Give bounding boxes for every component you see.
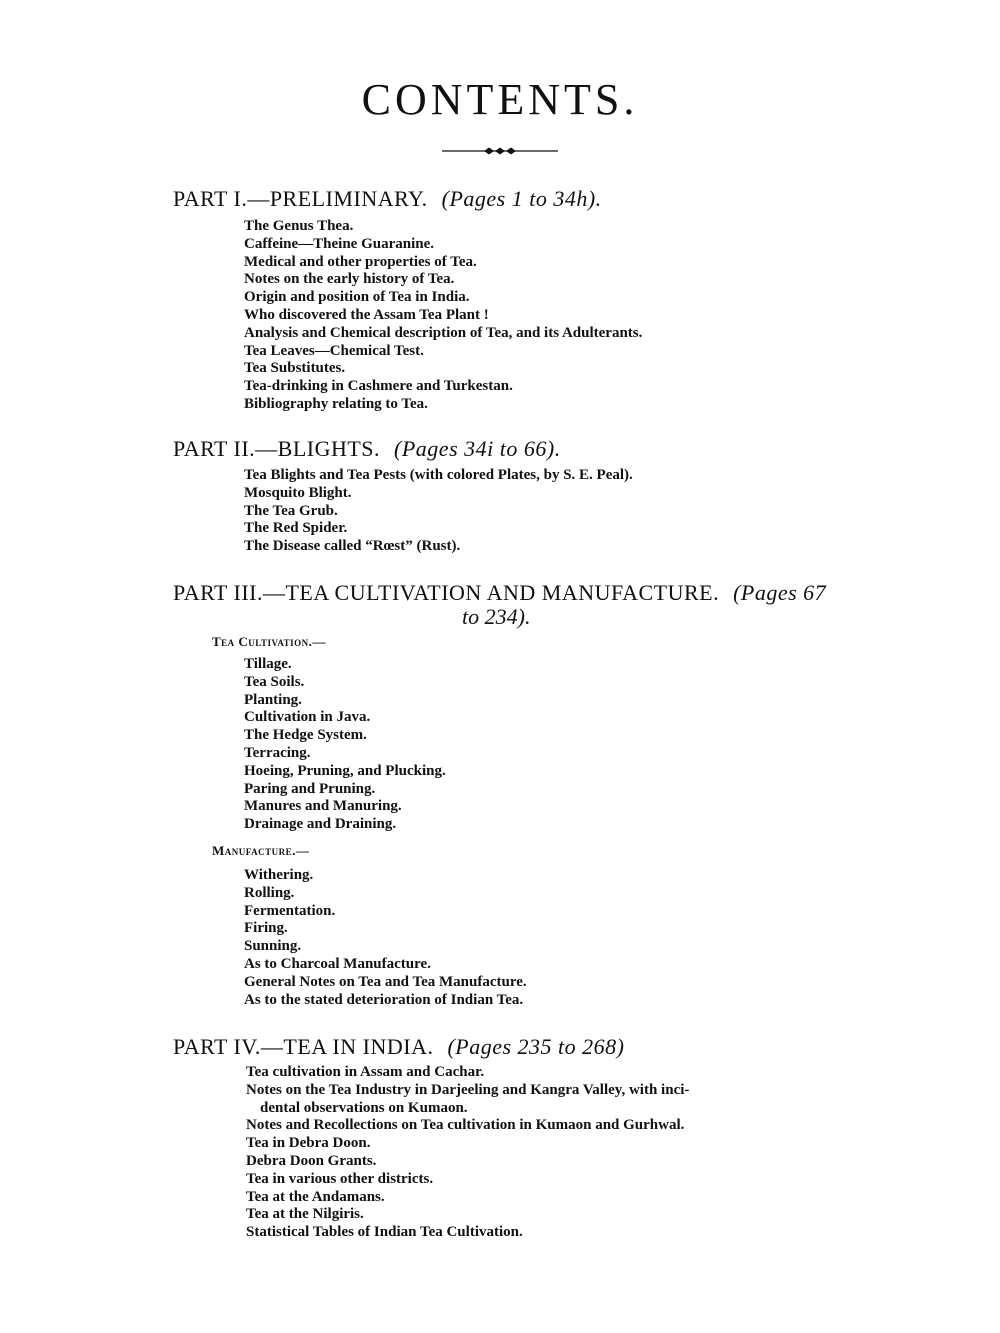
list-item: Notes on the early history of Tea. xyxy=(244,271,455,288)
list-item: Statistical Tables of Indian Tea Cultivation. xyxy=(246,1224,523,1241)
list-item: The Genus Thea. xyxy=(244,218,354,234)
list-item: Cultivation in Java. xyxy=(244,709,371,726)
list-item: As to Charcoal Manufacture. xyxy=(244,955,431,972)
list-item: Analysis and Chemical description of Tea, and its Adulterants. xyxy=(244,324,643,341)
part-2-pages: (Pages 34i to 66). xyxy=(394,436,561,461)
list-item: Tea Soils. xyxy=(244,673,305,690)
list-item: The Red Spider. xyxy=(244,520,348,537)
list-item: Tea Leaves—Chemical Test. xyxy=(244,342,424,359)
list-item: dental observations on Kumaon. xyxy=(260,1099,468,1116)
part-1-heading xyxy=(173,186,602,212)
list-item: Bibliography relating to Tea. xyxy=(244,395,428,412)
part-3-label: PART III.—TEA CULTIVATION AND MANUFACTURE. xyxy=(173,580,720,605)
list-item: Hoeing, Pruning, and Plucking. xyxy=(244,762,446,779)
part-1-pages: (Pages 1 to 34h). xyxy=(441,186,602,211)
manufacture-list xyxy=(244,867,527,1009)
list-item: The Hedge System. xyxy=(244,727,367,744)
part-4-list xyxy=(246,1064,689,1242)
list-item: Terracing. xyxy=(244,744,311,761)
ornament-divider xyxy=(442,147,558,155)
page-title: CONTENTS. xyxy=(361,75,639,124)
list-item: Drainage and Draining. xyxy=(244,816,397,833)
tea-cultivation-list xyxy=(244,656,446,834)
list-item: Fermentation. xyxy=(244,902,336,919)
list-item: Tea Blights and Tea Pests (with colored Plates, by S. E. Peal). xyxy=(244,467,633,483)
list-item: Sunning. xyxy=(244,938,302,955)
part-2-label: PART II.—BLIGHTS. xyxy=(173,436,381,461)
list-item: Tea in Debra Doon. xyxy=(246,1135,371,1152)
list-item: Tillage. xyxy=(244,656,292,672)
part-3-pages: (Pages 67 xyxy=(733,580,827,605)
list-item: Manures and Manuring. xyxy=(244,798,402,815)
list-item: Notes on the Tea Industry in Darjeeling and Kangra Valley, with inci- xyxy=(246,1081,690,1098)
manufacture-heading: Manufacture.— xyxy=(212,843,310,858)
list-item: Tea-drinking in Cashmere and Turkestan. xyxy=(244,378,513,395)
part-4-pages: (Pages 235 to 268) xyxy=(447,1034,625,1059)
part-1-label: PART I.—PRELIMINARY. xyxy=(173,186,428,211)
part-2-list xyxy=(244,467,633,556)
tea-cultivation-heading: Tea Cultivation.— xyxy=(212,634,326,649)
list-item: Who discovered the Assam Tea Plant ! xyxy=(244,306,489,323)
list-item: Origin and position of Tea in India. xyxy=(244,289,470,306)
list-item: General Notes on Tea and Tea Manufacture. xyxy=(244,973,527,990)
list-item: The Disease called “Rœst” (Rust). xyxy=(244,538,461,555)
list-item: As to the stated deterioration of Indian Tea. xyxy=(244,991,524,1008)
part-4-label: PART IV.—TEA IN INDIA. xyxy=(173,1034,434,1059)
list-item: Tea at the Nilgiris. xyxy=(246,1206,364,1223)
list-item: Withering. xyxy=(244,867,314,883)
list-item: Debra Doon Grants. xyxy=(246,1152,377,1169)
list-item: Firing. xyxy=(244,920,288,937)
list-item: Tea at the Andamans. xyxy=(246,1188,385,1205)
part-1-list xyxy=(244,218,642,414)
part-4-heading xyxy=(173,1034,625,1060)
list-item: Tea cultivation in Assam and Cachar. xyxy=(246,1064,485,1080)
part-3-pages-continued: to 234). xyxy=(462,604,531,629)
list-item: Planting. xyxy=(244,691,302,708)
list-item: Paring and Pruning. xyxy=(244,780,376,797)
list-item: Caffeine—Theine Guaranine. xyxy=(244,235,434,252)
list-item: The Tea Grub. xyxy=(244,502,338,519)
list-item: Notes and Recollections on Tea cultivation in Kumaon and Gurhwal. xyxy=(246,1117,685,1134)
list-item: Rolling. xyxy=(244,884,295,901)
part-3-heading xyxy=(173,580,826,606)
part-2-heading xyxy=(173,436,561,462)
list-item: Tea Substitutes. xyxy=(244,360,346,377)
list-item: Mosquito Blight. xyxy=(244,484,352,501)
list-item: Medical and other properties of Tea. xyxy=(244,253,477,270)
list-item: Tea in various other districts. xyxy=(246,1170,434,1187)
